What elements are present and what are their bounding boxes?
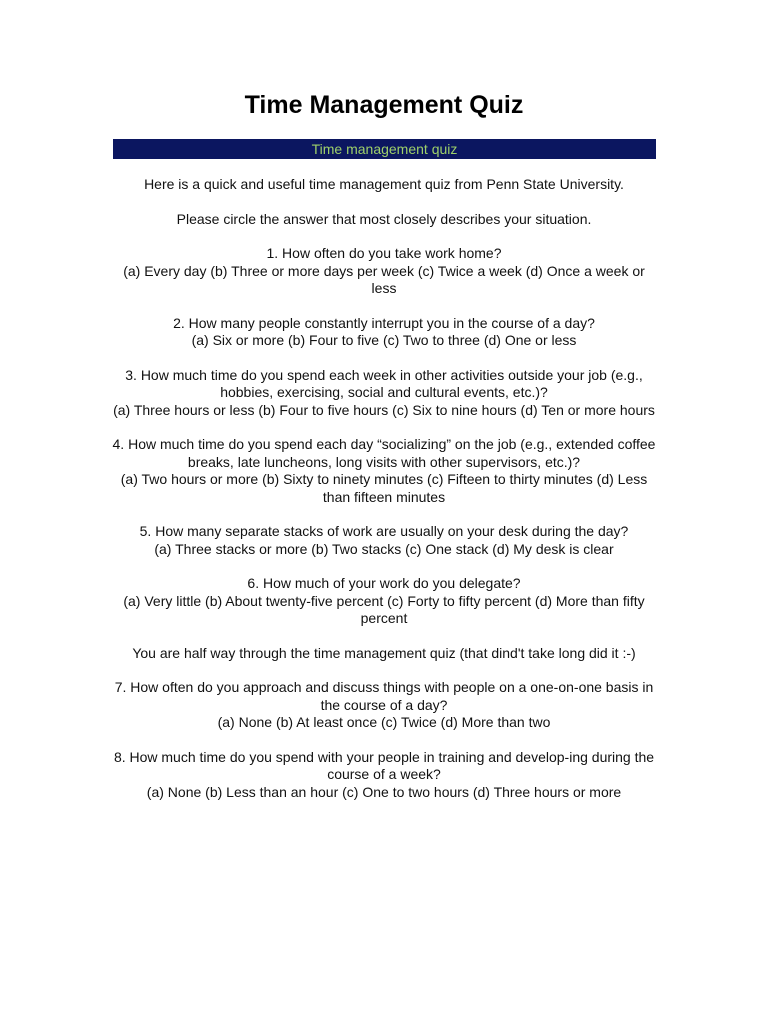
answer-options: (a) Two hours or more (b) Sixty to ninety minutes (c) Fifteen to thirty minutes (d) Less than fifteen minutes (120, 471, 648, 505)
answer-options: (a) Three stacks or more (b) Two stacks (c) One stack (d) My desk is clear (154, 540, 614, 557)
intro-text: Here is a quick and useful time management quiz from Penn State University. (144, 176, 624, 192)
answer-options: (a) Three hours or less (b) Four to five hours (c) Six to nine hours (d) Ten or more hours (113, 401, 655, 418)
instruction-text: Please circle the answer that most closely describes your situation. (176, 210, 592, 227)
quiz-question-1 (110, 245, 658, 298)
answer-options: (a) None (b) At least once (c) Twice (d) More than two (217, 714, 551, 730)
document-title: Time Management Quiz (244, 91, 524, 119)
halfway-note: You are half way through the time management quiz (that dind't take long did it :-) (132, 644, 636, 661)
question-text: 4. How much time do you spend each day “socializing” on the job (e.g., extended coffee breaks, late luncheons, long visits with other supervisors, etc.)? (112, 436, 656, 470)
quiz-content (110, 176, 658, 818)
question-text: 3. How much time do you spend each week in other activities outside your job (e.g., hobbies, exercising, social and cultural events, etc.)? (125, 366, 643, 400)
question-text: 5. How many separate stacks of work are usually on your desk during the day? (139, 523, 629, 539)
question-text: 2. How many people constantly interrupt you in the course of a day? (173, 314, 595, 331)
quiz-question-5 (110, 523, 658, 558)
quiz-question-7 (110, 679, 658, 732)
quiz-question-8 (110, 749, 658, 802)
answer-options: (a) Every day (b) Three or more days per week (c) Twice a week (d) Once a week or less (123, 262, 645, 296)
question-text: 8. How much time do you spend with your people in training and develop-ing during the course of a week? (113, 748, 655, 782)
question-text: 7. How often do you approach and discuss things with people on a one-on-one basis in the course of a day? (114, 679, 654, 713)
question-text: 6. How much of your work do you delegate? (247, 575, 521, 591)
answer-options: (a) Very little (b) About twenty-five percent (c) Forty to fifty percent (d) More than fifty percent (123, 592, 645, 626)
quiz-question-3 (110, 367, 658, 420)
answer-options: (a) Six or more (b) Four to five (c) Two to three (d) One or less (191, 332, 577, 348)
quiz-question-2 (110, 315, 658, 350)
question-text: 1. How often do you take work home? (266, 245, 502, 261)
title-banner: Time management quiz (113, 139, 656, 159)
quiz-question-6 (110, 575, 658, 628)
quiz-question-4 (110, 436, 658, 506)
answer-options: (a) None (b) Less than an hour (c) One to two hours (d) Three hours or more (146, 783, 622, 800)
